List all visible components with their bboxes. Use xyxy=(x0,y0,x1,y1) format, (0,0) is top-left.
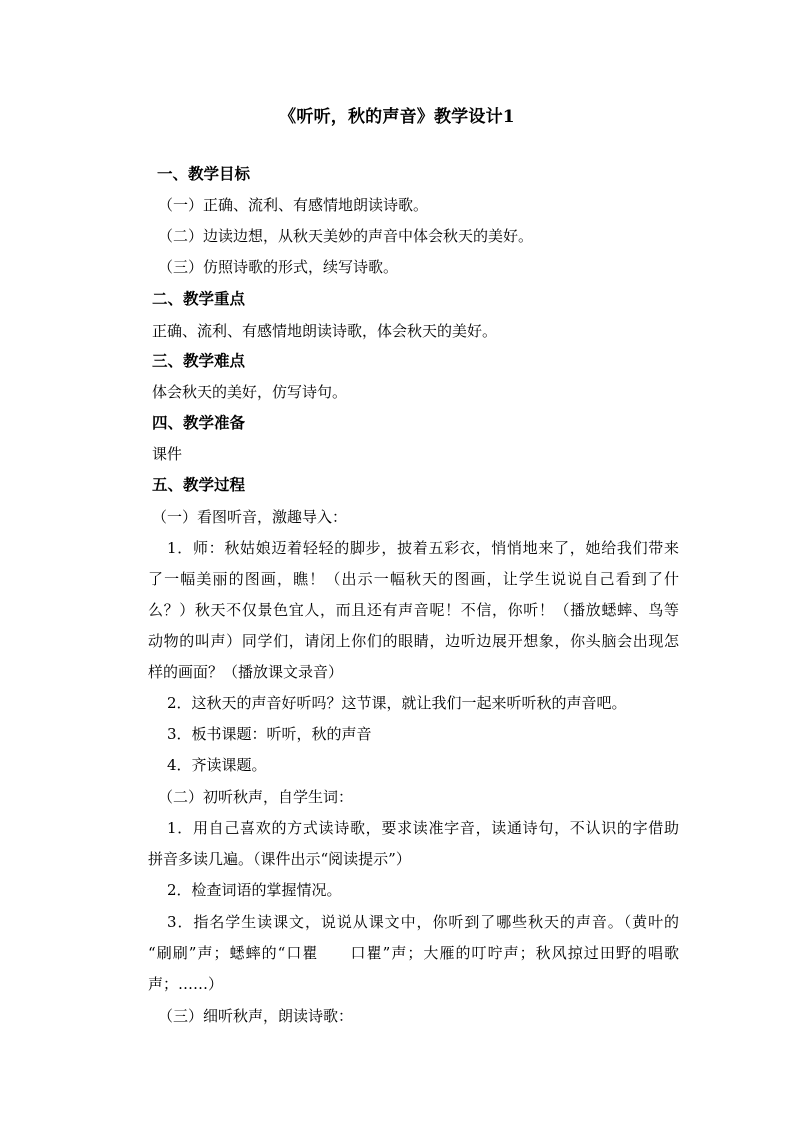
part1-p1-line-5: 样的画面？（播放课文录音） xyxy=(148,663,344,681)
part1-p2: 2．这秋天的声音好听吗？这节课，就让我们一起来听听秋的声音吧。 xyxy=(167,694,627,712)
part2-p3-line-3: 声；……） xyxy=(148,975,224,993)
part1-p3: 3．板书课题：听听，秋的声音 xyxy=(167,725,372,743)
preparation-text: 课件 xyxy=(152,445,183,463)
goal-item-3: （三）仿照诗歌的形式，续写诗歌。 xyxy=(158,258,399,276)
difficulties-text: 体会秋天的美好，仿写诗句。 xyxy=(152,383,348,401)
part1-p4: 4．齐读课题。 xyxy=(167,756,267,774)
process-part1-heading: （一）看图听音，激趣导入： xyxy=(152,508,348,526)
heading-process: 五、教学过程 xyxy=(152,475,246,494)
goal-item-1: （一）正确、流利、有感情地朗读诗歌。 xyxy=(158,196,429,214)
heading-preparation: 四、教学准备 xyxy=(152,413,246,432)
process-part2-heading: （二）初听秋声，自学生词： xyxy=(158,788,354,806)
part1-p1-line-2: 了一幅美丽的图画，瞧！（出示一幅秋天的图画，让学生说说自己看到了什 xyxy=(148,570,679,588)
part1-p1-line-1: 1．师：秋姑娘迈着轻轻的脚步，披着五彩衣，悄悄地来了，她给我们带来 xyxy=(167,539,679,557)
process-part3-heading: （三）细听秋声，朗读诗歌： xyxy=(158,1007,354,1025)
part2-p3-line-2: “刷刷”声；蟋蟀的“口瞿 口瞿”声；大雁的叮咛声；秋风掠过田野的唱歌 xyxy=(148,944,679,962)
part2-p3-line-1: 3．指名学生读课文，说说从课文中，你听到了哪些秋天的声音。（黄叶的 xyxy=(167,913,679,931)
goal-item-2: （二）边读边想，从秋天美妙的声音中体会秋天的美好。 xyxy=(158,227,534,245)
heading-difficulties: 三、教学难点 xyxy=(152,351,246,370)
part2-p2: 2．检查词语的掌握情况。 xyxy=(167,881,342,899)
part1-p1-line-3: 么？）秋天不仅景色宜人，而且还有声音呢！不信，你听！（播放蟋蟀、鸟等 xyxy=(148,601,679,619)
part2-p1-line-1: 1．用自己喜欢的方式读诗歌，要求读准字音，读通诗句，不认识的字借助 xyxy=(167,819,679,837)
part1-p1-line-4: 动物的叫声）同学们，请闭上你们的眼睛，边听边展开想象，你头脑会出现怎 xyxy=(148,632,679,650)
heading-teaching-goals: 一、教学目标 xyxy=(157,164,251,183)
heading-key-points: 二、教学重点 xyxy=(152,289,246,308)
part2-p1-line-2: 拼音多读几遍。（课件出示“阅读提示”） xyxy=(148,850,411,868)
key-points-text: 正确、流利、有感情地朗读诗歌，体会秋天的美好。 xyxy=(152,322,498,340)
document-title: 《听听，秋的声音》教学设计1 xyxy=(279,107,515,127)
